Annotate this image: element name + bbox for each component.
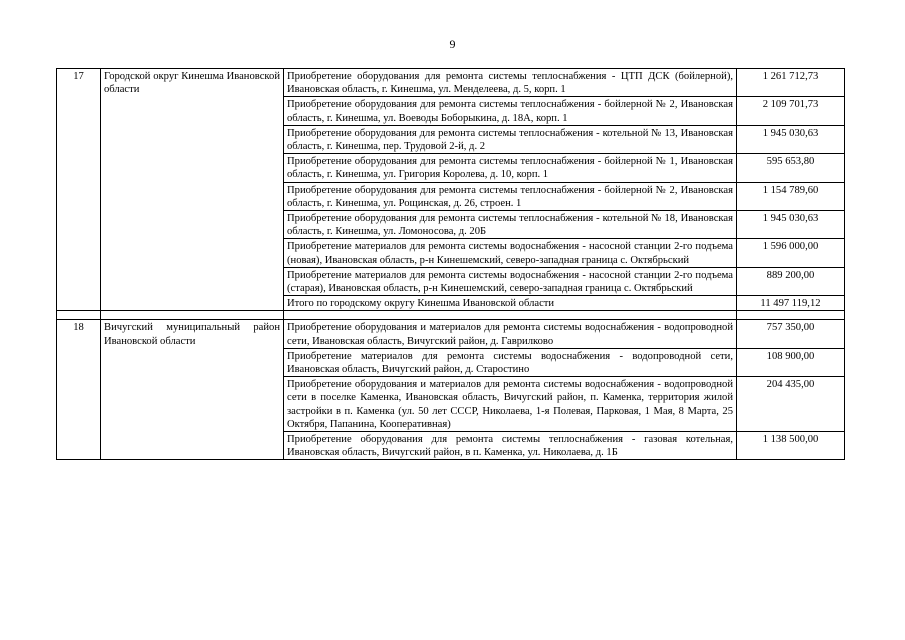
item-description: Приобретение оборудования для ремонта системы теплоснабжения - котельной № 18, Ивановская область, г. Кинешма, ул. Ломоносова, д. 20Б [284,211,737,239]
item-description: Приобретение оборудования для ремонта системы теплоснабжения - ЦТП ДСК (бойлерной), Ивановская область, г. Кинешма, ул. Менделеева, д. 5, корп. 1 [284,69,737,97]
total-amount: 11 497 119,12 [737,296,845,311]
item-description: Приобретение оборудования для ремонта системы теплоснабжения - бойлерной № 2, Ивановская область, г. Кинешма, ул. Воеводы Боборыкина, д. 18А, корп. 1 [284,97,737,125]
row-number: 18 [57,320,101,460]
total-label: Итого по городскому округу Кинешма Ивановской области [284,296,737,311]
item-amount: 1 138 500,00 [737,432,845,460]
table-row [57,320,845,348]
item-amount: 204 435,00 [737,377,845,432]
item-description: Приобретение оборудования для ремонта системы теплоснабжения - котельной № 13, Ивановская область, г. Кинешма, пер. Трудовой 2-й, д. 2 [284,125,737,153]
item-description: Приобретение материалов для ремонта системы водоснабжения - насосной станции 2-го подъема (старая), Ивановская область, р-н Кинешемский, северо-западная граница с. Октябрьский [284,267,737,295]
item-description: Приобретение оборудования и материалов для ремонта системы водоснабжения - водопроводной сети в поселке Каменка, Ивановская область, Вичугский район, п. Каменка, территория жилой застройки в п. Каменка (ул. 50 лет СССР, Николаева, 1-я Полевая, Парковая, 1 Мая, 8 Марта, 25 Октября, Папанина, Кооперативная) [284,377,737,432]
table-row [57,69,845,97]
item-description: Приобретение материалов для ремонта системы водоснабжения - водопроводной сети, Ивановская область, Вичугский район, д. Старостино [284,348,737,376]
item-amount: 1 945 030,63 [737,125,845,153]
item-amount: 2 109 701,73 [737,97,845,125]
item-amount: 1 261 712,73 [737,69,845,97]
item-description: Приобретение оборудования для ремонта системы теплоснабжения - бойлерной № 2, Ивановская область, г. Кинешма, ул. Рощинская, д. 26, строен. 1 [284,182,737,210]
allocation-table [56,68,845,460]
item-amount: 595 653,80 [737,154,845,182]
item-description: Приобретение оборудования для ремонта системы теплоснабжения - газовая котельная, Ивановская область, Вичугский район, в п. Каменка, ул. Николаева, д. 1Б [284,432,737,460]
spacer-row [57,311,845,320]
item-amount: 1 154 789,60 [737,182,845,210]
municipality-name: Городской округ Кинешма Ивановской области [101,69,284,311]
item-amount: 1 596 000,00 [737,239,845,267]
item-amount: 108 900,00 [737,348,845,376]
item-description: Приобретение материалов для ремонта системы водоснабжения - насосной станции 2-го подъема (новая), Ивановская область, р-н Кинешемский, северо-западная граница с. Октябрьский [284,239,737,267]
item-amount: 757 350,00 [737,320,845,348]
item-description: Приобретение оборудования и материалов для ремонта системы водоснабжения - водопроводной сети, Ивановская область, Вичугский район, д. Гаврилково [284,320,737,348]
item-amount: 1 945 030,63 [737,211,845,239]
row-number: 17 [57,69,101,311]
item-description: Приобретение оборудования для ремонта системы теплоснабжения - бойлерной № 1, Ивановская область, г. Кинешма, ул. Григория Королева, д. 10, корп. 1 [284,154,737,182]
municipality-name: Вичугский муниципальный район Ивановской области [101,320,284,460]
item-amount: 889 200,00 [737,267,845,295]
page-number: 9 [449,37,456,51]
